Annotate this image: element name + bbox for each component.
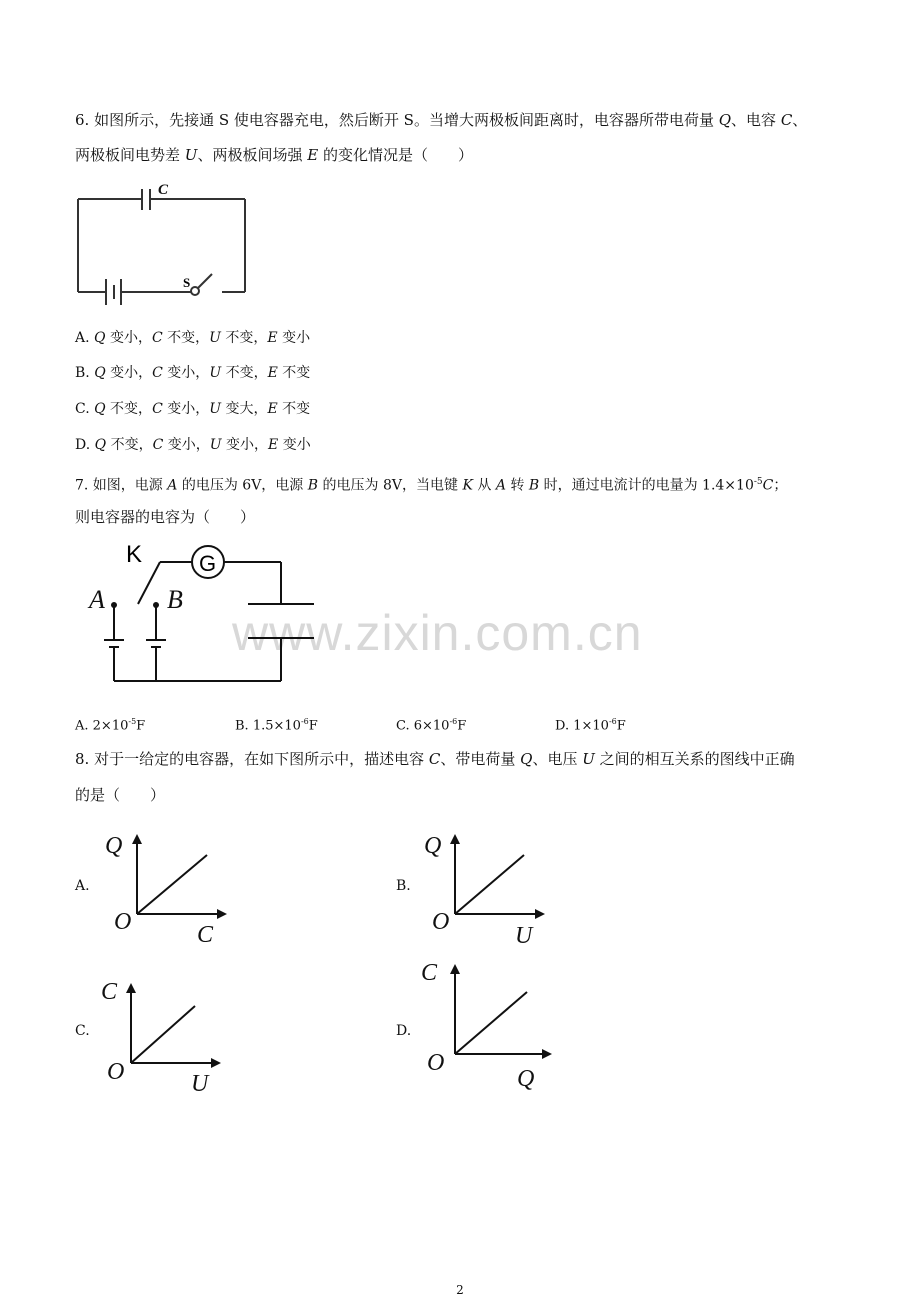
q8-graph-c-origin: O [107,1059,125,1085]
q8-graph-c-ylabel: C [101,979,118,1005]
q8-graph-a-origin: O [114,909,132,935]
q8-option-b-label[interactable]: B. [396,878,411,894]
q8-option-c-label[interactable]: C. [75,1023,90,1039]
q6-option-a[interactable]: A. Q 变小，C 不变，U 不变，E 变小 [75,330,311,346]
q8-graph-d-origin: O [427,1050,445,1076]
q8-option-a-label[interactable]: A. [75,878,90,894]
page-number: 2 [456,1283,464,1297]
q6-fig-label-s: S [183,275,191,290]
q8-graph-a-ylabel: Q [105,833,123,859]
q7-fig-label-a: A [89,585,105,614]
watermark: www.zixin.com.cn [232,605,643,661]
q8-graph-d-ylabel: C [421,960,438,986]
q8-stem-line1: 8. 对于一给定的电容器，在如下图所示中，描述电容 C、带电荷量 Q、电压 U 之间的相互关系的图线中正确 [75,750,795,768]
q7-option-d[interactable]: D. $1\times 10^{-6}F$ [555,717,626,734]
q8-stem-line2: 的是（ ） [75,786,166,804]
q7-stem-line2: 则电容器的电容为（ ） [75,508,256,526]
q6-stem-line2: 两极板间电势差 U、两极板间场强 E 的变化情况是（ ） [75,146,473,164]
q7-fig-label-b: B [167,585,183,614]
q8-graph-b-xlabel: U [515,923,533,949]
q7-option-c[interactable]: C. $6\times 10^{-6}F$ [396,717,467,734]
q6-fig-label-c: C [158,182,169,198]
q6-stem-line1: 6. 如图所示，先接通 S 使电容器充电，然后断开 S。当增大两极板间距离时，电容器所带电荷量 Q、电容 C、 [75,111,808,129]
q7-fig-label-k: K [126,541,143,568]
q7-stem-line1: 7. 如图，电源 A 的电压为 6V，电源 B 的电压为 8V，当电键 K 从 A 转 B 时，通过电流计的电量为 $1.4\times 10^{-5}C$； [75,477,788,494]
q8-graph-b-ylabel: Q [424,833,442,859]
q8-graph-b-origin: O [432,909,450,935]
q6-option-d[interactable]: D. Q 不变，C 变小，U 变小，E 变小 [75,437,311,453]
q8-option-d-label[interactable]: D. [396,1023,412,1039]
q6-option-b[interactable]: B. Q 变小，C 变小，U 不变，E 不变 [75,365,311,381]
q8-graph-a-xlabel: C [197,922,214,948]
q7-option-b[interactable]: B. $1.5\times 10^{-6}F$ [235,717,318,734]
q7-option-a[interactable]: A. $2\times 10^{-5}F$ [75,717,146,734]
q7-fig-label-g: G [199,551,217,576]
q8-graph-c-xlabel: U [191,1071,209,1097]
q8-graph-d-xlabel: Q [517,1066,535,1092]
q6-option-c[interactable]: C. Q 不变，C 变小，U 变大，E 不变 [75,401,311,417]
